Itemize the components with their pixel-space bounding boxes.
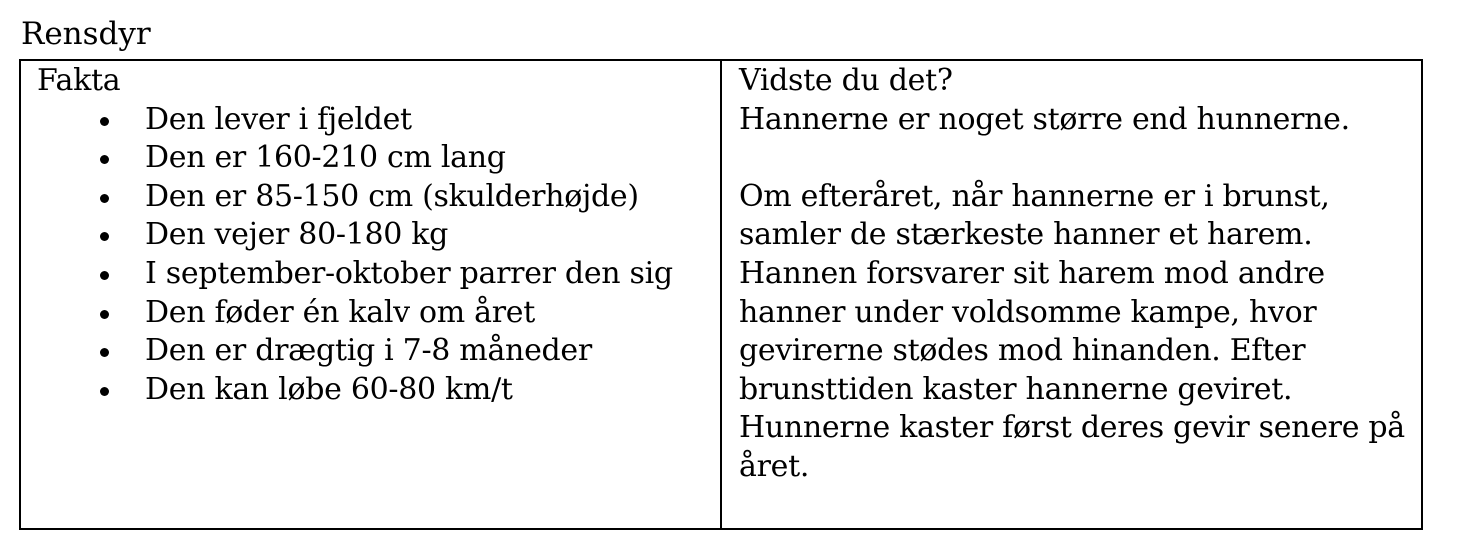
bullet-icon bbox=[100, 155, 109, 164]
facts-column bbox=[21, 61, 722, 528]
fact-item bbox=[37, 294, 720, 333]
did-you-know-heading: Vidste du det? bbox=[739, 63, 953, 98]
fact-text: Den lever i fjeldet bbox=[145, 101, 412, 137]
facts-heading: Fakta bbox=[37, 63, 121, 98]
bullet-icon bbox=[100, 271, 109, 280]
fact-text: Den er drægtig i 7-8 måneder bbox=[145, 333, 592, 369]
fact-text: Den kan løbe 60-80 km/t bbox=[145, 371, 513, 407]
fact-text: Den vejer 80-180 kg bbox=[145, 217, 449, 253]
fact-item bbox=[37, 332, 720, 371]
bullet-icon bbox=[100, 194, 109, 203]
document-title: Rensdyr bbox=[21, 16, 151, 52]
fact-item bbox=[37, 101, 720, 140]
did-you-know-column bbox=[722, 61, 1421, 528]
fact-item bbox=[37, 216, 720, 255]
did-you-know-paragraph: Om efteråret, når hannerne er i brunst, samler de stærkeste hanner et harem. Hannen forsvarer sit harem mod andre hanner under voldsomme kampe, hvor gevirerne stødes mod hinanden. Efter brunsttiden kaster hannerne geviret. Hunnerne kaster først deres gevir senere på året. bbox=[739, 178, 1405, 484]
fact-item bbox=[37, 178, 720, 217]
paragraph-spacer bbox=[739, 139, 1421, 178]
bullet-icon bbox=[100, 232, 109, 241]
fact-item bbox=[37, 139, 720, 178]
fact-item bbox=[37, 255, 720, 294]
fact-text: Den er 160-210 cm lang bbox=[145, 140, 506, 176]
fact-text: Den er 85-150 cm (skulderhøjde) bbox=[145, 178, 639, 214]
bullet-icon bbox=[100, 348, 109, 357]
facts-list bbox=[37, 101, 720, 410]
fact-text: Den føder én kalv om året bbox=[145, 294, 536, 330]
bullet-icon bbox=[100, 387, 109, 396]
bullet-icon bbox=[100, 117, 109, 126]
fact-item bbox=[37, 371, 720, 410]
did-you-know-paragraph: Hannerne er noget større end hunnerne. bbox=[739, 101, 1350, 137]
bullet-icon bbox=[100, 310, 109, 319]
fact-table bbox=[19, 59, 1423, 530]
fact-text: I september-oktober parrer den sig bbox=[145, 255, 673, 291]
